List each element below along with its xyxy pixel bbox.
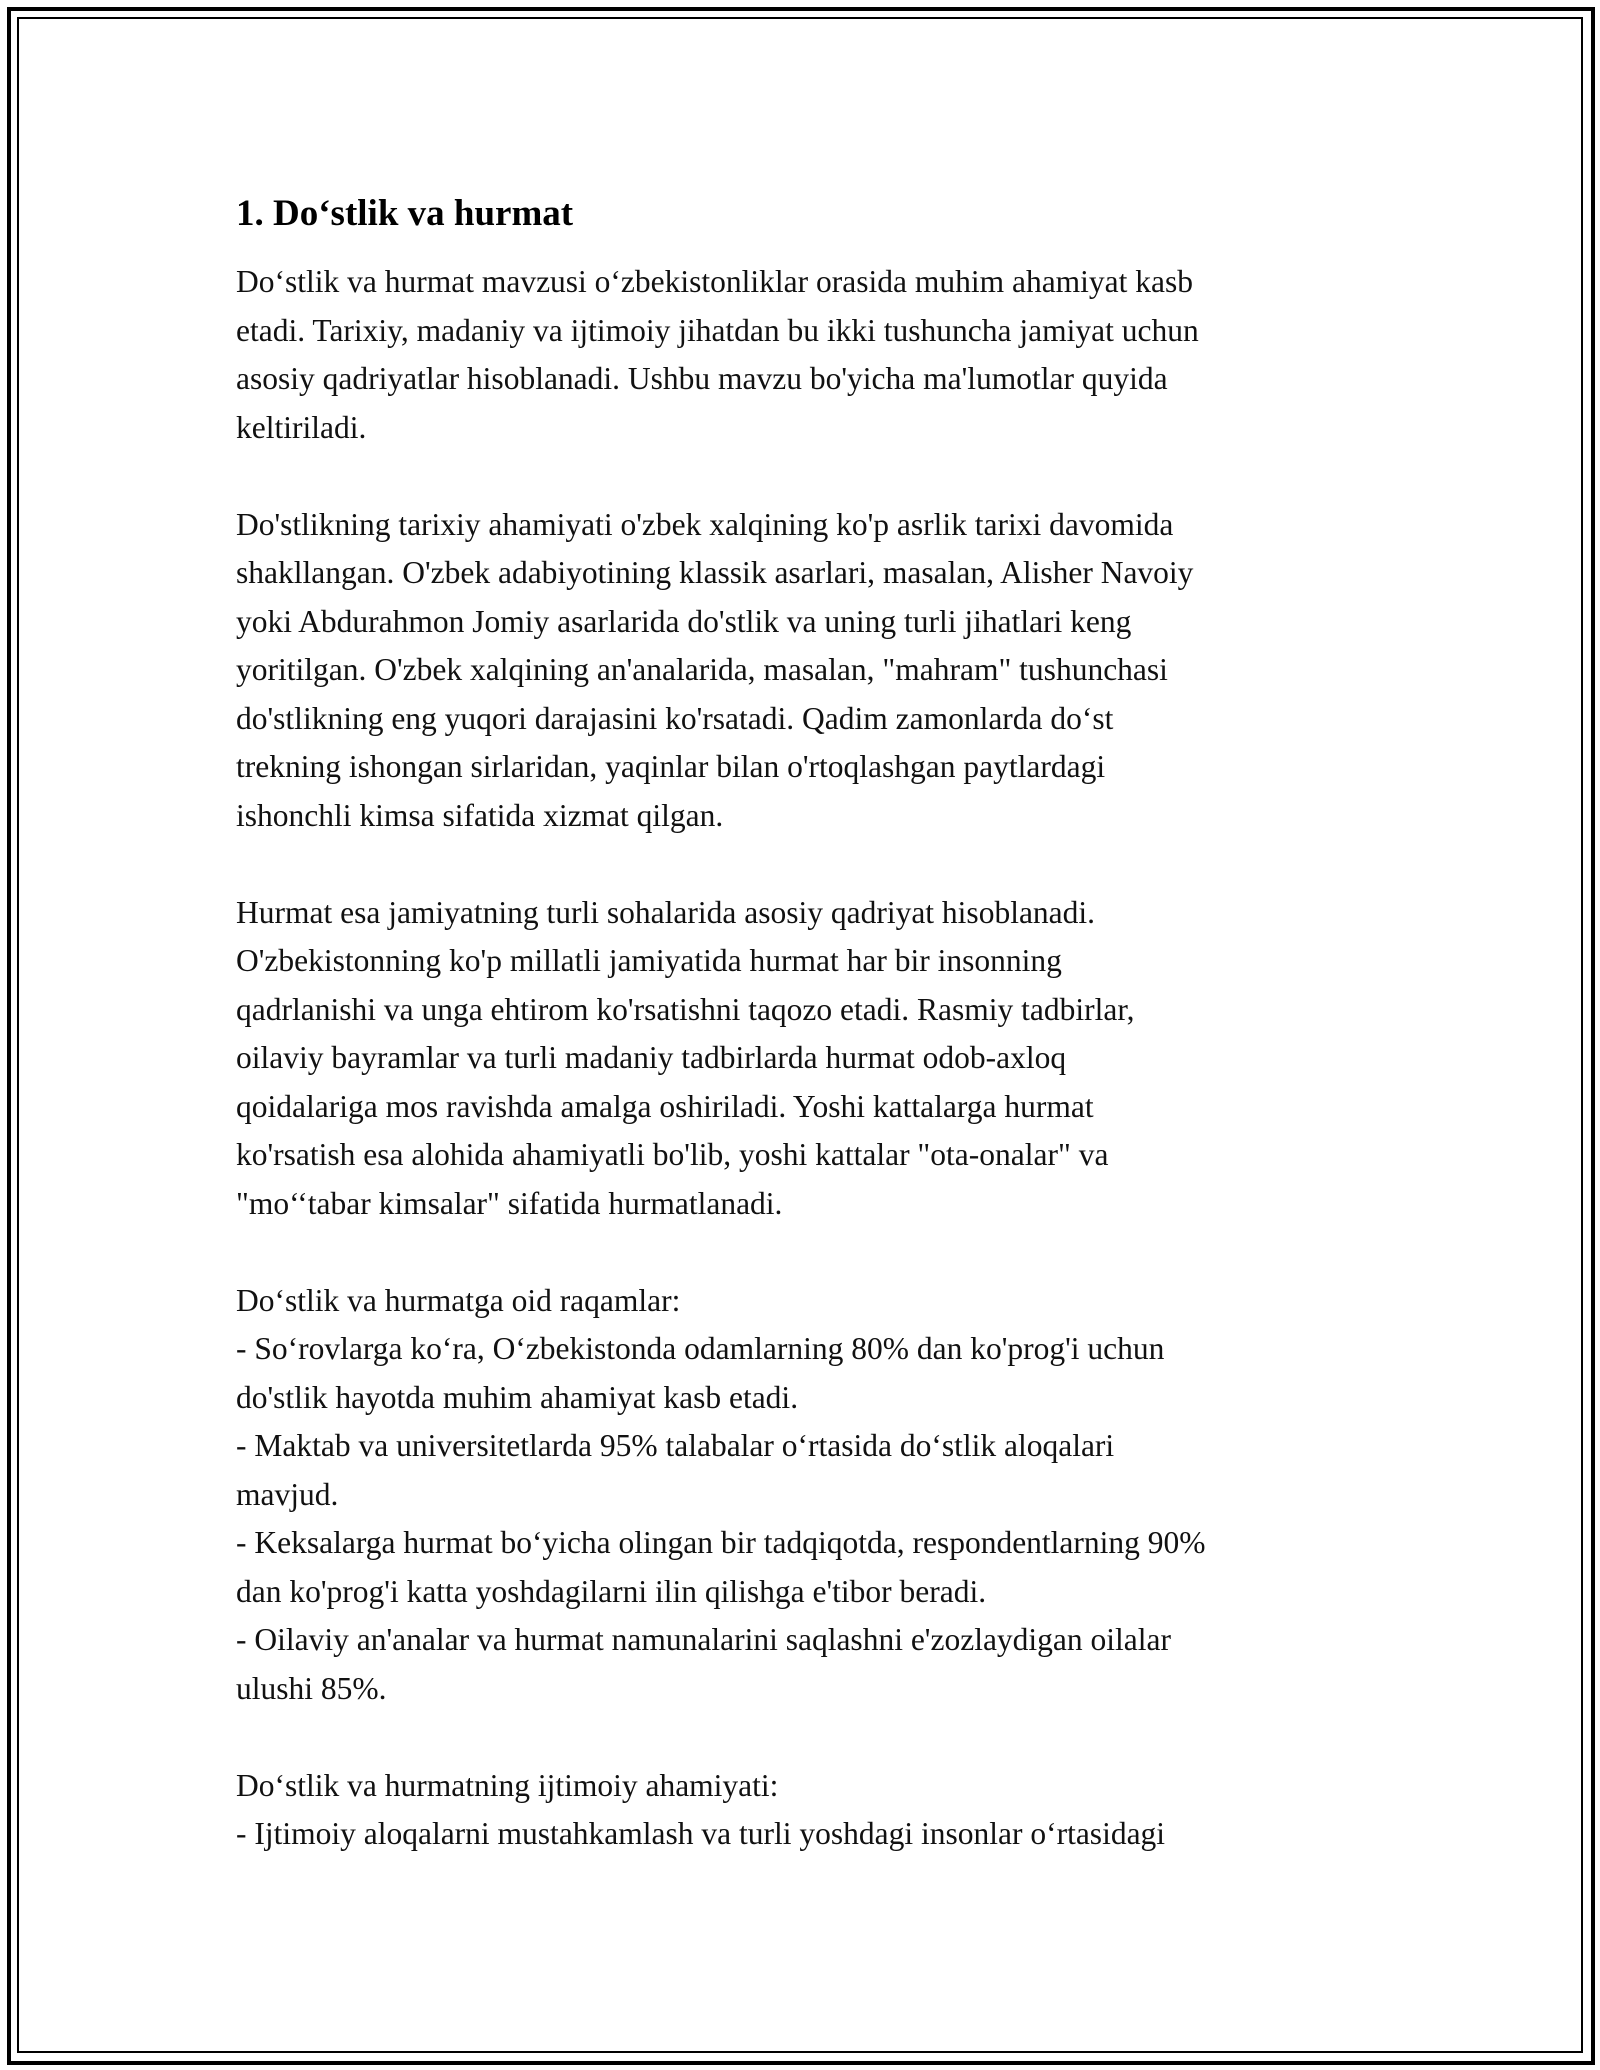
text-line: ishonchli kimsa sifatida xizmat qilgan.: [236, 797, 724, 833]
text-line: Do‘stlik va hurmatga oid raqamlar:: [236, 1282, 681, 1318]
text-line: - Oilaviy an'analar va hurmat namunalarini saqlashni e'zozlaydigan oilalar: [236, 1622, 1171, 1657]
text-line: - So‘rovlarga ko‘ra, O‘zbekistonda odamlarning 80% dan ko'prog'i uchun: [236, 1331, 1165, 1366]
text-line: mavjud.: [236, 1476, 339, 1512]
text-line: - Keksalarga hurmat bo‘yicha olingan bir tadqiqotda, respondentlarning 90%: [236, 1525, 1206, 1560]
text-line: - Maktab va universitetlarda 95% talabalar o‘rtasida do‘stlik aloqalari: [236, 1428, 1115, 1463]
paragraph-intro: [236, 258, 1386, 452]
text-line: qadrlanishi va unga ehtirom ko'rsatishni taqozo etadi. Rasmiy tadbirlar,: [236, 991, 1135, 1027]
text-line: shakllangan. O'zbek adabiyotining klassik asarlari, masalan, Alisher Navoiy: [236, 555, 1194, 590]
document-title: 1. Do‘stlik va hurmat: [236, 193, 574, 234]
text-line: oilaviy bayramlar va turli madaniy tadbirlarda hurmat odob-axloq: [236, 1040, 1067, 1075]
paragraph-respect: [236, 889, 1386, 1229]
text-line: Hurmat esa jamiyatning turli sohalarida asosiy qadriyat hisoblanadi.: [236, 894, 1096, 930]
text-line: "mo‘‘tabar kimsalar" sifatida hurmatlanadi.: [236, 1185, 783, 1221]
text-line: trekning ishongan sirlaridan, yaqinlar bilan o'rtoqlashgan paytlardagi: [236, 749, 1106, 784]
text-line: etadi. Tarixiy, madaniy va ijtimoiy jihatdan bu ikki tushuncha jamiyat uchun: [236, 312, 1199, 348]
text-line: ko'rsatish esa alohida ahamiyatli bo'lib, yoshi kattalar "ota-onalar" va: [236, 1137, 1109, 1172]
text-line: yoritilgan. O'zbek xalqining an'analarida, masalan, "mahram" tushunchasi: [236, 652, 1168, 687]
text-line: ulushi 85%.: [236, 1670, 387, 1706]
text-line: Do‘stlik va hurmat mavzusi o‘zbekistonliklar orasida muhim ahamiyat kasb: [236, 264, 1194, 299]
paragraph-statistics: [236, 1277, 1386, 1714]
text-line: - Ijtimoiy aloqalarni mustahkamlash va turli yoshdagi insonlar o‘rtasidagi: [236, 1816, 1166, 1851]
text-line: do'stlik hayotda muhim ahamiyat kasb etadi.: [236, 1379, 799, 1415]
document-body: [236, 190, 1386, 1907]
text-line: do'stlikning eng yuqori darajasini ko'rsatadi. Qadim zamonlarda do‘st: [236, 700, 1114, 736]
text-line: keltiriladi.: [236, 409, 367, 445]
text-line: Do'stlikning tarixiy ahamiyati o'zbek xalqining ko'p asrlik tarixi davomida: [236, 506, 1174, 542]
text-line: qoidalariga mos ravishda amalga oshiriladi. Yoshi kattalarga hurmat: [236, 1088, 1094, 1124]
text-line: Do‘stlik va hurmatning ijtimoiy ahamiyati:: [236, 1767, 779, 1803]
text-line: asosiy qadriyatlar hisoblanadi. Ushbu mavzu bo'yicha ma'lumotlar quyida: [236, 361, 1168, 396]
text-line: dan ko'prog'i katta yoshdagilarni ilin qilishga e'tibor beradi.: [236, 1573, 987, 1609]
paragraph-history: [236, 501, 1386, 841]
text-line: O'zbekistonning ko'p millatli jamiyatida hurmat har bir insonning: [236, 943, 1062, 978]
text-line: yoki Abdurahmon Jomiy asarlarida do'stlik va uning turli jihatlari keng: [236, 603, 1132, 639]
paragraph-social-significance: [236, 1762, 1386, 1859]
